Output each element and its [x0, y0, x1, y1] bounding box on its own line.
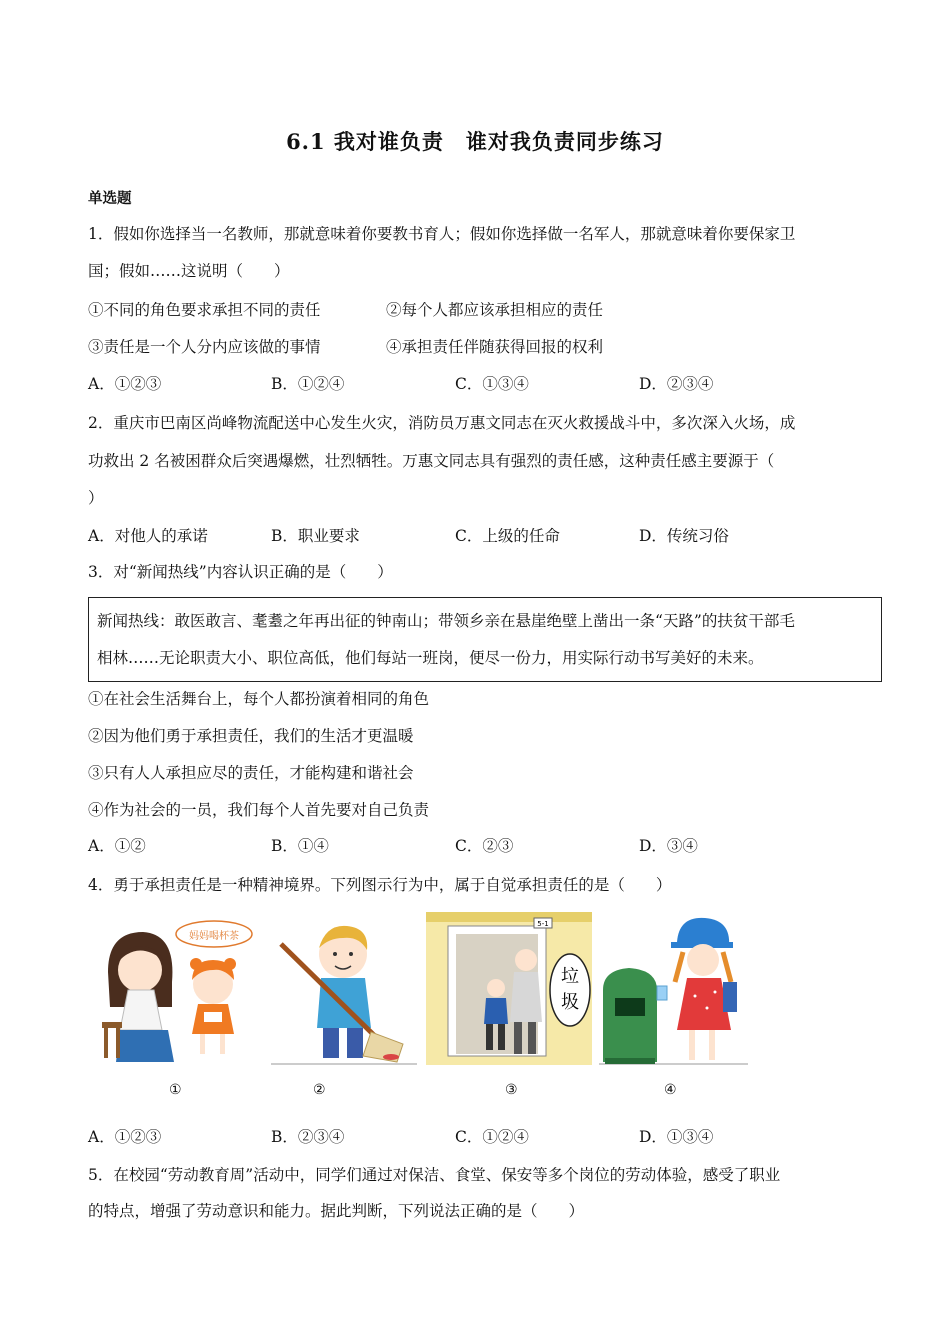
picture-label-1: ①: [169, 1082, 182, 1098]
bubble-text-1: 妈妈喝杯茶: [189, 931, 239, 942]
news-line-2: 相林……无论职责大小、职位高低，他们每站一班岗，便尽一份力，用实际行动书写美好的未来。: [97, 649, 764, 667]
q2-option-b[interactable]: B．职业要求: [271, 527, 360, 545]
q4-stem: 4．勇于承担责任是一种精神境界。下列图示行为中，属于自觉承担责任的是（ ）: [88, 876, 672, 894]
q3-statement-3: ③只有人人承担应尽的责任，才能构建和谐社会: [88, 764, 414, 782]
q1-option-d[interactable]: D．②③④: [639, 375, 714, 393]
q4-option-b[interactable]: B．②③④: [271, 1128, 345, 1146]
q1-statement-2: ②每个人都应该承担相应的责任: [386, 301, 604, 319]
q3-statement-1: ①在社会生活舞台上，每个人都扮演着相同的角色: [88, 690, 430, 708]
illustration-4-trash-can: [599, 912, 748, 1065]
q2-option-c[interactable]: C．上级的任命: [455, 527, 560, 545]
q3-option-c[interactable]: C．②③: [455, 837, 514, 855]
news-line-1: 新闻热线：敢医敢言、耄耋之年再出征的钟南山；带领乡亲在悬崖绝壁上凿出一条“天路”的扶贫干部毛: [97, 612, 795, 630]
q2-stem-line2: 功救出 2 名被困群众后突遇爆燃，壮烈牺牲。万惠文同志具有强烈的责任感，这种责任感主要源于（: [88, 452, 775, 470]
section-heading: 单选题: [88, 190, 132, 207]
q3-option-a[interactable]: A．①②: [88, 837, 146, 855]
q1-statement-4: ④承担责任伴随获得回报的权利: [386, 338, 604, 356]
door-sign-text: 5-1: [537, 920, 549, 928]
picture-label-3: ③: [505, 1082, 518, 1098]
q4-option-a[interactable]: A．①②③: [88, 1128, 162, 1146]
illustration-3-doorway: [426, 912, 592, 1065]
picture-label-2: ②: [313, 1082, 326, 1098]
bubble-text-3b: 圾: [561, 992, 579, 1013]
q3-statement-2: ②因为他们勇于承担责任，我们的生活才更温暖: [88, 727, 414, 745]
q3-option-b[interactable]: B．①④: [271, 837, 329, 855]
illustration-2-sweeping: [271, 912, 417, 1065]
news-hotline-box: [88, 597, 882, 682]
bubble-text-3a: 垃: [561, 966, 579, 987]
q2-option-d[interactable]: D．传统习俗: [639, 527, 729, 545]
q1-stem-line2: 国；假如……这说明（ ）: [88, 262, 290, 280]
q5-stem-line1: 5．在校园“劳动教育周”活动中，同学们通过对保洁、食堂、保安等多个岗位的劳动体验，感受了职业: [88, 1166, 781, 1184]
page-title: 6.1 我对谁负责 谁对我负责同步练习: [286, 129, 664, 154]
picture-label-4: ④: [664, 1082, 677, 1098]
q2-option-a[interactable]: A．对他人的承诺: [88, 527, 208, 545]
q3-statement-4: ④作为社会的一员，我们每个人首先要对自己负责: [88, 801, 430, 819]
q2-stem-line1: 2．重庆市巴南区尚峰物流配送中心发生火灾，消防员万惠文同志在灭火救援战斗中，多次深入火场，成: [88, 414, 796, 432]
q1-option-a[interactable]: A．①②③: [88, 375, 162, 393]
q1-option-b[interactable]: B．①②④: [271, 375, 345, 393]
q4-option-d[interactable]: D．①③④: [639, 1128, 714, 1146]
q1-statement-1: ①不同的角色要求承担不同的责任: [88, 301, 321, 319]
q1-statement-3: ③责任是一个人分内应该做的事情: [88, 338, 321, 356]
q3-stem: 3．对“新闻热线”内容认识正确的是（ ）: [88, 563, 393, 581]
q1-stem-line1: 1．假如你选择当一名教师，那就意味着你要教书育人；假如你选择做一名军人，那就意味着你要保家卫: [88, 225, 796, 243]
q1-option-c[interactable]: C．①③④: [455, 375, 529, 393]
q5-stem-line2: 的特点，增强了劳动意识和能力。据此判断，下列说法正确的是（ ）: [88, 1202, 585, 1220]
q2-stem-line3: ）: [88, 489, 104, 507]
q3-option-d[interactable]: D．③④: [639, 837, 698, 855]
q4-option-c[interactable]: C．①②④: [455, 1128, 529, 1146]
illustration-1-serving-tea: [88, 912, 266, 1065]
